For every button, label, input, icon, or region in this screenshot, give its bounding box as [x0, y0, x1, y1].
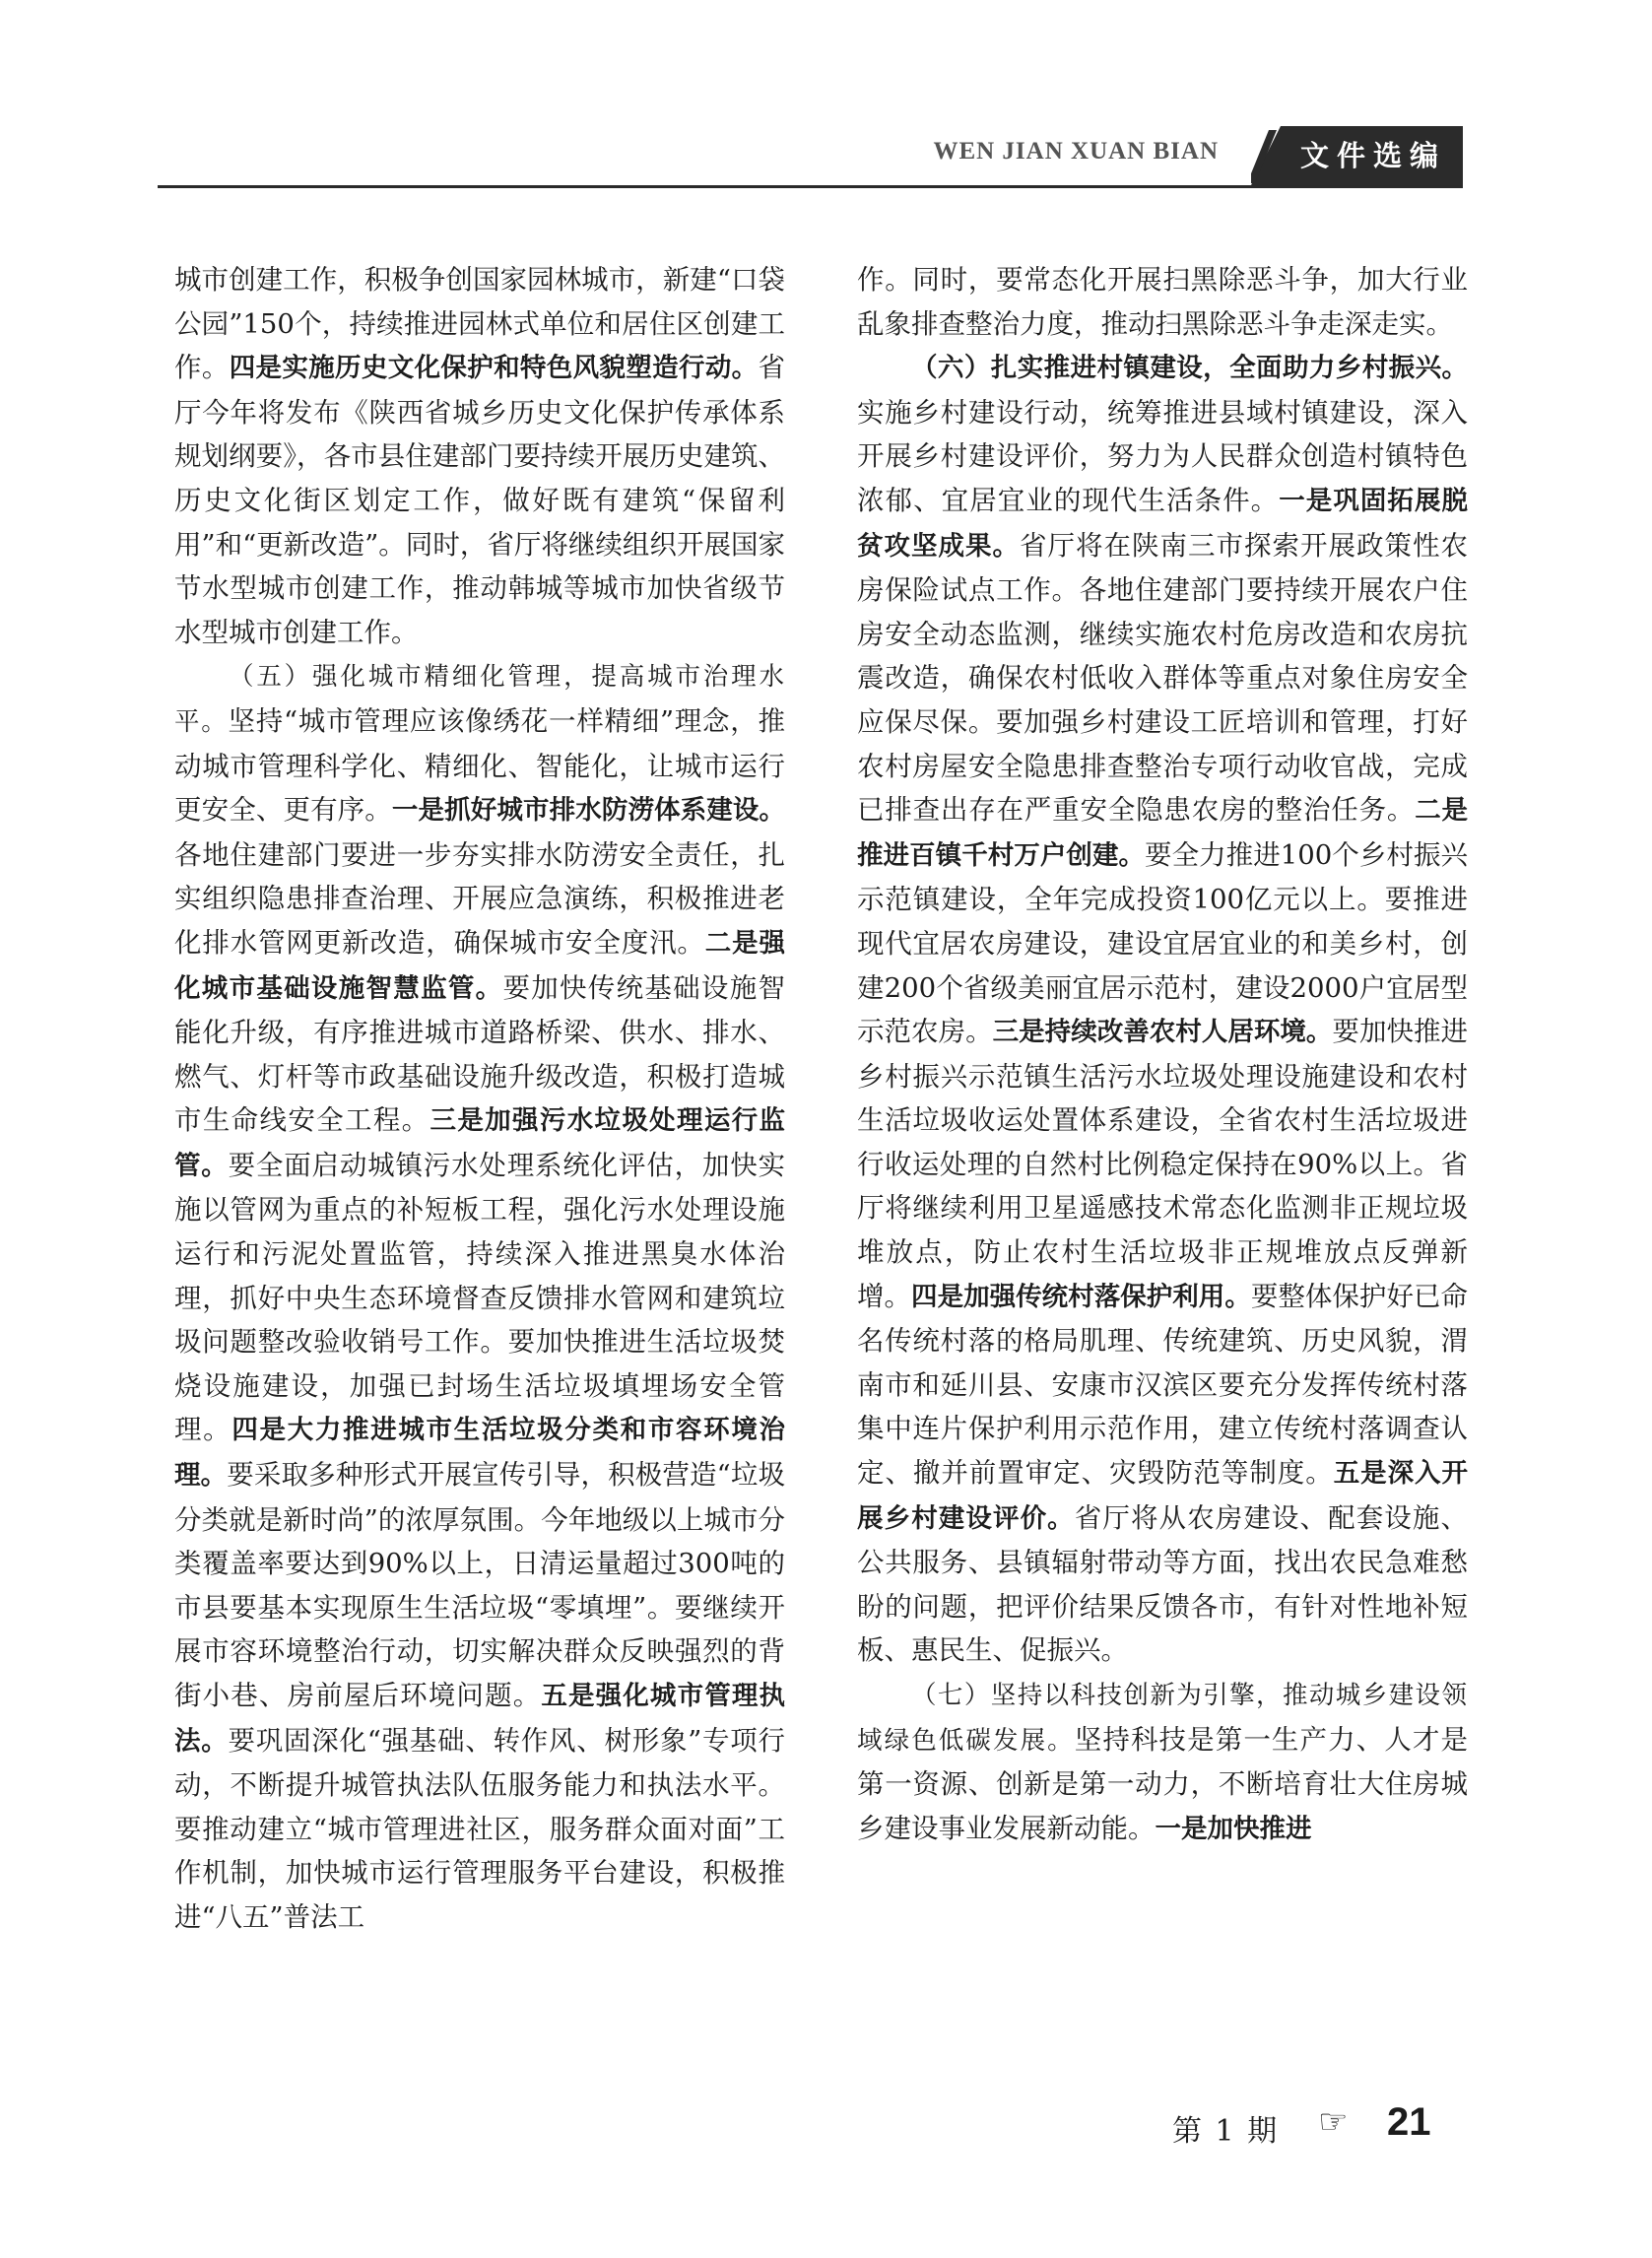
section-title: 文件选编	[1300, 139, 1447, 172]
bold-lead: 二是强化城市基础设施智慧监管。	[174, 927, 786, 1004]
text: 省厅将在陕南三市探索开展政策性农房保险试点工作。各地住建部门要持续开展农户住房安全动态监测，继续实施农村危房改造和农房抗震改造，确保农村低收入群体等重点对象住房安全应保尽保。要加强乡村建设工匠培训和管理，打好农村房屋安全隐患排查整治专项行动收官战，完成已排查出存在严重安全隐患农房的整治任务。	[857, 529, 1468, 827]
paragraph	[174, 258, 785, 654]
left-column	[174, 258, 785, 1940]
page-footer	[1172, 2100, 1458, 2150]
bold-lead: 五是深入开展乡村建设评价。	[857, 1458, 1469, 1534]
bold-lead: 四是实施历史文化保护和特色风貌塑造行动。	[229, 353, 759, 384]
bold-lead: 一是抓好城市排水防涝体系建设。	[391, 795, 786, 827]
text: 要加快推进乡村振兴示范镇生活污水垃圾处理设施建设和农村生活垃圾收运处置体系建设，全省农村生活垃圾进行收运处理的自然村比例稳定保持在90%以上。省厅将继续利用卫星遥感技术常态化监测非正规垃圾堆放点，防止农村生活垃圾非正规堆放点反弹新增。	[857, 1016, 1469, 1312]
text: 各地住建部门要进一步夯实排水防涝安全责任，扎实组织隐患排查治理、开展应急演练，积极推进老化排水管网更新改造，确保城市安全度汛。	[174, 838, 785, 959]
text: 省厅今年将发布《陕西省城乡历史文化保护传承体系规划纲要》，各市县住建部门要持续开展历史建筑、历史文化街区划定工作，做好既有建筑“保留利用”和“更新改造”。同时，省厅将继续组织开展国家节水型城市创建工作，推动韩城等城市加快省级节水型城市创建工作。	[174, 352, 786, 648]
bold-lead: 五是强化城市管理执法。	[174, 1681, 786, 1757]
pointing-hand-icon: ☞	[1318, 2102, 1349, 2142]
text: 要采取多种形式开展宣传引导，积极营造“垃圾分类就是新时尚”的浓厚氛围。今年地级以上城市分类覆盖率要达到90%以上，日清运量超过300吨的市县要基本实现原生生活垃圾“零填埋”。要继续开展市容环境整治行动，切实解决群众反映强烈的背街小巷、房前屋后环境问题。	[174, 1459, 786, 1711]
bold-lead: 二是推进百镇千村万户创建。	[857, 795, 1469, 871]
right-column	[857, 258, 1468, 1851]
text: 要加快传统基础设施智能化升级，有序推进城市道路桥梁、供水、排水、燃气、灯杆等市政基础设施升级改造，积极打造城市生命线安全工程。	[174, 971, 786, 1137]
paragraph	[174, 654, 785, 1939]
text: 省厅将从农房建设、配套设施、公共服务、县镇辐射带动等方面，找出农民急难愁盼的问题，把评价结果反馈各市，有针对性地补短板、惠民生、促振兴。	[857, 1501, 1469, 1667]
section-heading: （七）坚持以科技创新为引擎，推动城乡建设领域绿色低碳发展。	[857, 1681, 1468, 1756]
section-tab	[1251, 126, 1463, 185]
bold-lead: 一是巩固拓展脱贫攻坚成果。	[857, 485, 1469, 562]
paragraph	[857, 346, 1468, 1673]
text: 实施乡村建设行动，统筹推进县域村镇建设，深入开展乡村建设评价，努力为人民群众创造村镇特色浓郁、宜居宜业的现代生活条件。	[857, 396, 1468, 516]
bold-lead: 三是持续改善农村人居环境。	[992, 1017, 1333, 1048]
text: 要整体保护好已命名传统村落的格局肌理、传统建筑、历史风貌，渭南市和延川县、安康市汉滨区要充分发挥传统村落集中连片保护利用示范作用，建立传统村落调查认定、撤并前置审定、灾毁防范等制度。	[857, 1280, 1469, 1490]
section-heading: （六）扎实推进村镇建设，全面助力乡村振兴。	[911, 353, 1468, 384]
bold-lead: 四是大力推进城市生活垃圾分类和市容环境治理。	[174, 1415, 786, 1492]
page-number: 21	[1387, 2100, 1431, 2144]
text: 作。同时，要常态化开展扫黑除恶斗争，加大行业乱象排查整治力度，推动扫黑除恶斗争走深走实。	[857, 264, 1468, 340]
issue-label: 第 1 期	[1172, 2114, 1280, 2149]
text: 坚持“城市管理应该像绣花一样精细”理念，推动城市管理科学化、精细化、智能化，让城市运行更安全、更有序。	[174, 704, 785, 827]
text: 要全面启动城镇污水处理系统化评估，加快实施以管网为重点的补短板工程，强化污水处理设施运行和污泥处置监管，持续深入推进黑臭水体治理，抓好中央生态环境督查反馈排水管网和建筑垃圾问题整改验收销号工作。要加快推进生活垃圾焚烧设施建设，加强已封场生活垃圾填埋场安全管理。	[174, 1149, 786, 1446]
header-rule	[158, 185, 1463, 188]
bold-lead: 一是加快推进	[1155, 1813, 1312, 1844]
bold-lead: 四是加强传统村落保护利用。	[911, 1281, 1251, 1312]
text: 要巩固深化“强基础、转作风、树形象”专项行动，不断提升城管执法队伍服务能力和执法水平。要推动建立“城市管理进社区，服务群众面对面”工作机制，加快城市运行管理服务平台建设，积极推进“八五”普法工	[174, 1724, 786, 1933]
bold-lead: 三是加强污水垃圾处理运行监管。	[174, 1105, 785, 1181]
section-heading: （五）强化城市精细化管理，提高城市治理水平。	[174, 662, 785, 737]
paragraph	[857, 1673, 1468, 1851]
text: 坚持科技是第一生产力、人才是第一资源、创新是第一动力，不断培育壮大住房城乡建设事业发展新动能。	[857, 1723, 1468, 1844]
text: 要全力推进100个乡村振兴示范镇建设，全年完成投资100亿元以上。要推进现代宜居农房建设，建设宜居宜业的和美乡村，创建200个省级美丽宜居示范村，建设2000户宜居型示范农房。	[857, 838, 1468, 1048]
text: 城市创建工作，积极争创国家园林城市，新建“口袋公园”150个，持续推进园林式单位和居住区创建工作。	[174, 264, 785, 384]
paragraph	[857, 258, 1468, 346]
header-pinyin: WEN JIAN XUAN BIAN	[933, 138, 1219, 165]
